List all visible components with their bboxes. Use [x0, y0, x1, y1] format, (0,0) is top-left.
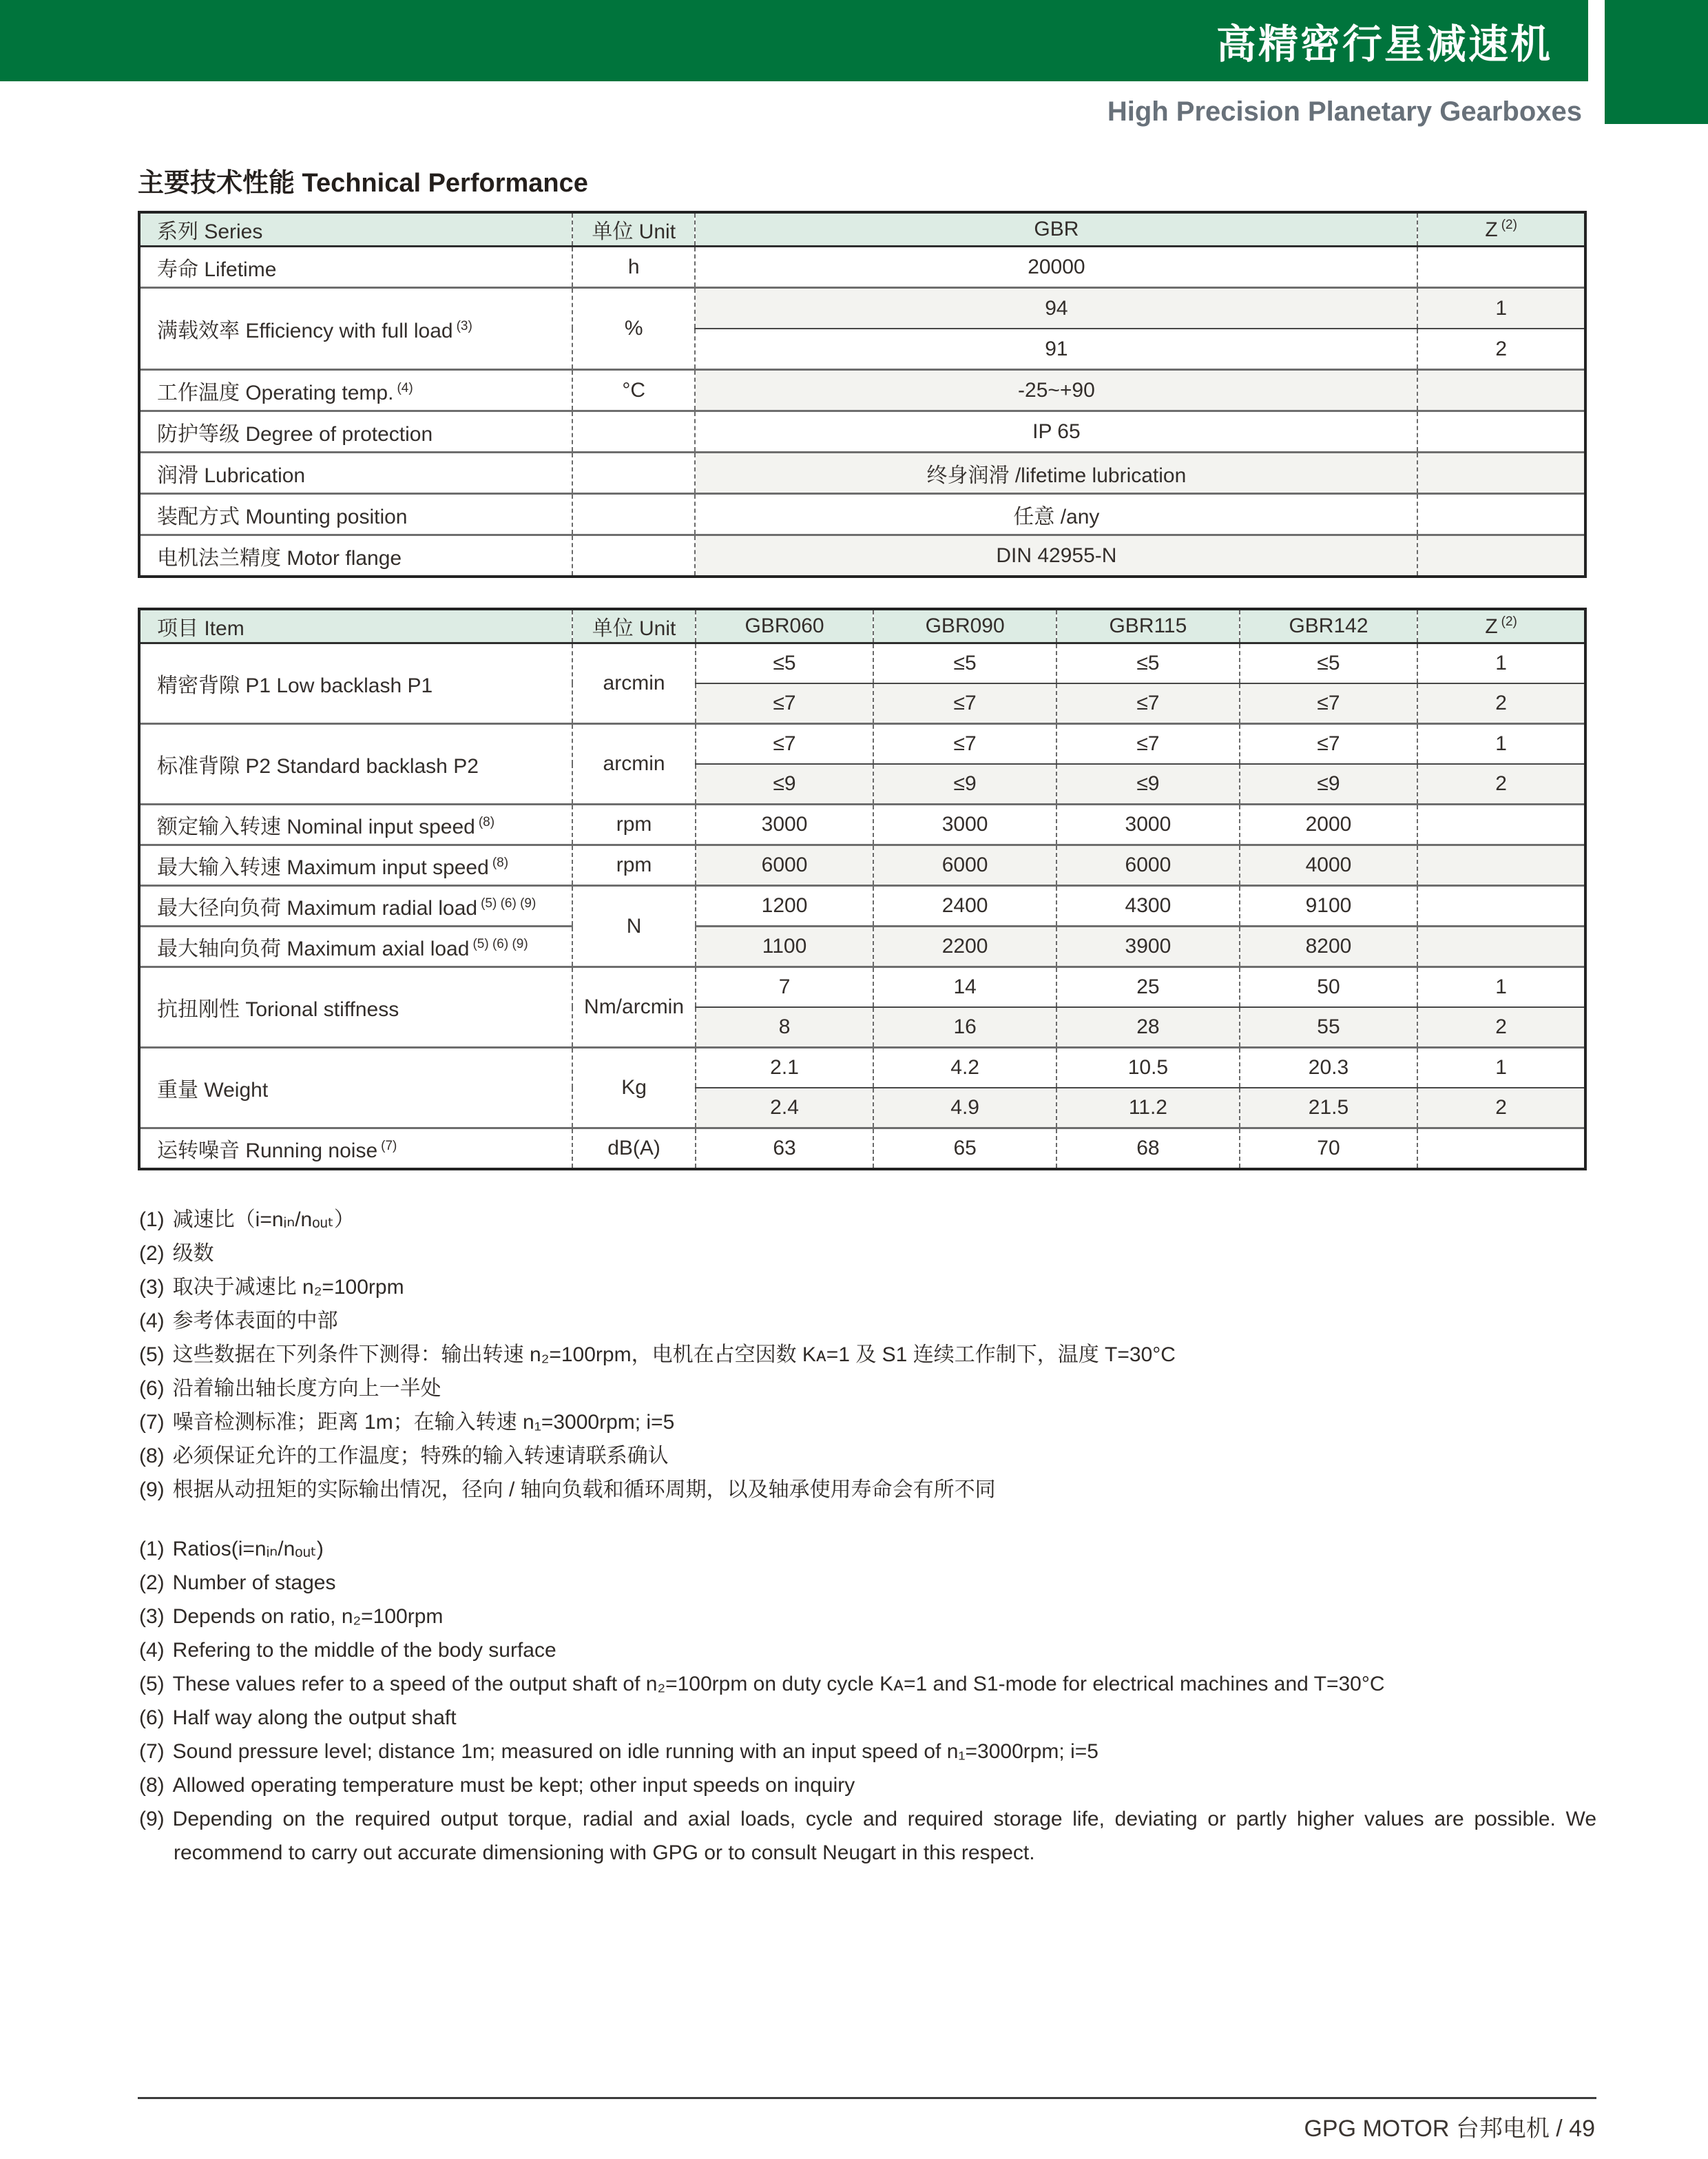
value-cell: 1: [1417, 1048, 1585, 1088]
value-cell: 9100: [1240, 886, 1417, 927]
value-cell: ≤7: [873, 683, 1056, 724]
value-cell: 11.2: [1056, 1088, 1240, 1128]
column-header: GBR060: [696, 609, 873, 643]
page-subtitle-en: High Precision Planetary Gearboxes: [1107, 96, 1582, 127]
footnote-number: (9): [139, 1808, 165, 1830]
footnote-item: [139, 1735, 1596, 1768]
footnote-item: [139, 1701, 1596, 1735]
footnote-text: These values refer to a speed of the output shaft of n₂=100rpm on duty cycle Kᴀ=1 and S1-mode for electrical machines and T=30°C: [172, 1673, 1385, 1695]
value-cell: 1: [1417, 288, 1585, 329]
value-cell: rpm: [572, 845, 696, 886]
footnote-number: (4): [139, 1639, 165, 1662]
value-cell: [1417, 247, 1585, 288]
column-header: Z $^{(2)}$: [1417, 609, 1585, 643]
value-cell: 55: [1240, 1007, 1417, 1048]
value-cell: [1417, 453, 1585, 494]
value-cell: 8200: [1240, 927, 1417, 967]
value-cell: ≤9: [1056, 764, 1240, 805]
footnote-text: Depends on ratio, n₂=100rpm: [172, 1605, 444, 1628]
value-cell: 28: [1056, 1007, 1240, 1048]
value-cell: 2200: [873, 927, 1056, 967]
value-cell: 50: [1240, 967, 1417, 1008]
footnote-text: 减速比（i=nᵢₙ/nₒᵤₜ）: [172, 1208, 355, 1231]
row-label-cell: 防护等级 Degree of protection: [139, 411, 572, 453]
column-header: GBR142: [1240, 609, 1417, 643]
value-cell: [572, 494, 696, 535]
column-header: GBR: [695, 212, 1417, 247]
footnote-number: (7): [139, 1411, 165, 1434]
footnote-number: (5): [139, 1673, 165, 1695]
value-cell: 4.9: [873, 1088, 1056, 1128]
column-header: Z $^{(2)}$: [1417, 212, 1585, 247]
row-label-cell: 工作温度 Operating temp. $^{(4)}$: [139, 370, 572, 411]
value-cell: 10.5: [1056, 1048, 1240, 1088]
value-cell: 1: [1417, 967, 1585, 1008]
footnote-text: 必须保证允许的工作温度；特殊的输入转速请联系确认: [172, 1445, 669, 1467]
table-header-row: [139, 212, 1585, 247]
table-row: [139, 1048, 1585, 1088]
value-cell: [1417, 845, 1585, 886]
technical-performance-item-table: [138, 608, 1587, 1170]
table-row: [139, 805, 1585, 845]
value-cell: Nm/arcmin: [572, 967, 696, 1048]
footnote-item: [139, 1667, 1596, 1701]
section-title: 主要技术性能 Technical Performance: [138, 169, 588, 198]
table-row: [139, 967, 1585, 1008]
value-cell: 2.4: [696, 1088, 873, 1128]
footer-rule: [138, 2097, 1596, 2099]
footnote-number: (8): [139, 1445, 165, 1467]
value-cell: 14: [873, 967, 1056, 1008]
footnote-number: (7): [139, 1740, 165, 1763]
value-cell: ≤9: [1240, 764, 1417, 805]
value-cell: ≤7: [1240, 683, 1417, 724]
footnote-text: 根据从动扭矩的实际输出情况，径向 / 轴向负载和循环周期，以及轴承使用寿命会有所不同: [172, 1478, 996, 1501]
value-cell: [572, 535, 696, 577]
row-label-cell: 标准背隙 P2 Standard backlash P2: [139, 724, 572, 805]
footnote-number: (1): [139, 1538, 165, 1560]
column-header: GBR090: [873, 609, 1056, 643]
value-cell: -25~+90: [695, 370, 1417, 411]
footnote-item: [139, 1237, 1596, 1270]
value-cell: 4000: [1240, 845, 1417, 886]
value-cell: ≤7: [696, 683, 873, 724]
value-cell: 2: [1417, 764, 1585, 805]
value-cell: 20000: [695, 247, 1417, 288]
value-cell: 2: [1417, 1088, 1585, 1128]
value-cell: 20.3: [1240, 1048, 1417, 1088]
footnote-item: [139, 1802, 1596, 1870]
column-header: 单位 Unit: [572, 212, 696, 247]
value-cell: 终身润滑 /lifetime lubrication: [695, 453, 1417, 494]
footnote-item: [139, 1270, 1596, 1304]
value-cell: 70: [1240, 1128, 1417, 1170]
footnote-item: [139, 1304, 1596, 1338]
value-cell: 2: [1417, 329, 1585, 370]
footnote-text: Ratios(i=nᵢₙ/nₒᵤₜ): [172, 1538, 324, 1560]
table-row: [139, 845, 1585, 886]
footnote-number: (2): [139, 1571, 165, 1594]
value-cell: 1: [1417, 643, 1585, 684]
value-cell: ≤5: [1240, 643, 1417, 684]
row-label-cell: 抗扭刚性 Torional stiffness: [139, 967, 572, 1048]
value-cell: 1: [1417, 724, 1585, 765]
footnote-item: [139, 1633, 1596, 1667]
column-header: GBR115: [1056, 609, 1240, 643]
footnote-item: [139, 1338, 1596, 1372]
value-cell: [1417, 494, 1585, 535]
value-cell: [1417, 886, 1585, 927]
value-cell: 6000: [873, 845, 1056, 886]
footnote-number: (4): [139, 1310, 165, 1332]
value-cell: ≤7: [1056, 724, 1240, 765]
value-cell: 任意 /any: [695, 494, 1417, 535]
row-label-cell: 额定输入转速 Nominal input speed $^{(8)}$: [139, 805, 572, 845]
value-cell: [1417, 1128, 1585, 1170]
footnote-item: [139, 1405, 1596, 1439]
value-cell: %: [572, 288, 696, 370]
value-cell: rpm: [572, 805, 696, 845]
footnote-item: [139, 1203, 1596, 1237]
table-row: [139, 724, 1585, 765]
footnote-item: [139, 1532, 1596, 1566]
table-row: [139, 535, 1585, 577]
table-row: [139, 288, 1585, 329]
footnotes-english: [139, 1532, 1596, 1870]
row-label-cell: 最大径向负荷 Maximum radial load $^{(5) (6) (9)}$: [139, 886, 572, 927]
value-cell: 8: [696, 1007, 873, 1048]
footnote-item: [139, 1768, 1596, 1802]
value-cell: 6000: [696, 845, 873, 886]
value-cell: 3900: [1056, 927, 1240, 967]
value-cell: DIN 42955-N: [695, 535, 1417, 577]
row-label-cell: 电机法兰精度 Motor flange: [139, 535, 572, 577]
footnote-item: [139, 1600, 1596, 1633]
value-cell: 3000: [1056, 805, 1240, 845]
value-cell: 3000: [873, 805, 1056, 845]
value-cell: 2: [1417, 1007, 1585, 1048]
value-cell: 1200: [696, 886, 873, 927]
page-title-zh: 高精密行星减速机: [1216, 22, 1552, 67]
table-row: [139, 453, 1585, 494]
footnote-number: (1): [139, 1208, 165, 1231]
value-cell: ≤7: [1240, 724, 1417, 765]
footnote-number: (2): [139, 1242, 165, 1265]
value-cell: [1417, 927, 1585, 967]
footnote-text: Depending on the required output torque, radial and axial loads, cycle and required storage life, deviating or partly higher values are possible. We recommend to carry out accurate dimensioning with GPG or to consult Neugart in this respect.: [172, 1808, 1596, 1864]
footnote-text: 噪音检测标准；距离 1m；在输入转速 n₁=3000rpm; i=5: [172, 1411, 675, 1434]
value-cell: 2400: [873, 886, 1056, 927]
value-cell: [1417, 370, 1585, 411]
footer-page-label: GPG MOTOR 台邦电机 / 49: [1304, 2116, 1595, 2142]
footnote-text: 级数: [172, 1242, 214, 1265]
value-cell: 4.2: [873, 1048, 1056, 1088]
footnote-item: [139, 1566, 1596, 1600]
footnote-text: 这些数据在下列条件下测得：输出转速 n₂=100rpm，电机在占空因数 Kᴀ=1 及 S1 连续工作制下，温度 T=30°C: [172, 1343, 1176, 1366]
value-cell: 16: [873, 1007, 1056, 1048]
value-cell: dB(A): [572, 1128, 696, 1170]
value-cell: 94: [695, 288, 1417, 329]
header-green-bar: [0, 0, 1588, 81]
value-cell: 21.5: [1240, 1088, 1417, 1128]
footnote-item: [139, 1372, 1596, 1405]
value-cell: 1100: [696, 927, 873, 967]
table-row: [139, 1128, 1585, 1170]
row-label-cell: 精密背隙 P1 Low backlash P1: [139, 643, 572, 724]
row-label-cell: 最大轴向负荷 Maximum axial load $^{(5) (6) (9)}$: [139, 927, 572, 967]
footnote-number: (8): [139, 1774, 165, 1797]
row-label-cell: 装配方式 Mounting position: [139, 494, 572, 535]
table-header-row: [139, 609, 1585, 643]
value-cell: 3000: [696, 805, 873, 845]
value-cell: arcmin: [572, 643, 696, 724]
column-header: 单位 Unit: [572, 609, 696, 643]
value-cell: ≤7: [873, 724, 1056, 765]
footnote-number: (3): [139, 1605, 165, 1628]
column-header: 系列 Series: [139, 212, 572, 247]
footnote-text: Number of stages: [172, 1571, 336, 1594]
table-row: [139, 247, 1585, 288]
technical-performance-series-table: [138, 211, 1587, 578]
column-header: 项目 Item: [139, 609, 572, 643]
value-cell: 2000: [1240, 805, 1417, 845]
value-cell: 91: [695, 329, 1417, 370]
value-cell: 63: [696, 1128, 873, 1170]
table-row: [139, 411, 1585, 453]
footnote-number: (6): [139, 1706, 165, 1729]
value-cell: 4300: [1056, 886, 1240, 927]
value-cell: [1417, 411, 1585, 453]
value-cell: ≤9: [873, 764, 1056, 805]
value-cell: 68: [1056, 1128, 1240, 1170]
value-cell: 6000: [1056, 845, 1240, 886]
footnote-item: [139, 1473, 1596, 1507]
row-label-cell: 满载效率 Efficiency with full load $^{(3)}$: [139, 288, 572, 370]
footnote-text: Sound pressure level; distance 1m; measured on idle running with an input speed of n₁=3000rpm; i=5: [172, 1740, 1098, 1763]
value-cell: arcmin: [572, 724, 696, 805]
value-cell: [572, 411, 696, 453]
value-cell: 65: [873, 1128, 1056, 1170]
footnote-number: (9): [139, 1478, 165, 1501]
footnote-text: 沿着输出轴长度方向上一半处: [172, 1377, 441, 1400]
table-row: [139, 370, 1585, 411]
value-cell: ≤5: [696, 643, 873, 684]
footnote-text: Half way along the output shaft: [172, 1706, 457, 1729]
value-cell: N: [572, 886, 696, 967]
row-label-cell: 重量 Weight: [139, 1048, 572, 1128]
footnote-number: (5): [139, 1343, 165, 1366]
table-row: [139, 494, 1585, 535]
footnotes-chinese: [139, 1203, 1596, 1507]
value-cell: °C: [572, 370, 696, 411]
footnote-item: [139, 1439, 1596, 1473]
value-cell: ≤7: [1056, 683, 1240, 724]
footnote-text: 参考体表面的中部: [172, 1310, 338, 1332]
footnote-number: (6): [139, 1377, 165, 1400]
value-cell: ≤5: [1056, 643, 1240, 684]
table-row: [139, 643, 1585, 684]
footnote-text: Allowed operating temperature must be kept; other input speeds on inquiry: [172, 1774, 855, 1797]
value-cell: ≤9: [696, 764, 873, 805]
value-cell: ≤5: [873, 643, 1056, 684]
row-label-cell: 最大输入转速 Maximum input speed $^{(8)}$: [139, 845, 572, 886]
value-cell: [572, 453, 696, 494]
footnote-text: 取决于减速比 n₂=100rpm: [172, 1276, 404, 1299]
value-cell: h: [572, 247, 696, 288]
value-cell: Kg: [572, 1048, 696, 1128]
value-cell: IP 65: [695, 411, 1417, 453]
footnote-text: Refering to the middle of the body surface: [172, 1639, 556, 1662]
table-row: [139, 886, 1585, 927]
row-label-cell: 运转噪音 Running noise $^{(7)}$: [139, 1128, 572, 1170]
value-cell: 2.1: [696, 1048, 873, 1088]
header-side-tab: [1605, 0, 1708, 124]
value-cell: [1417, 535, 1585, 577]
row-label-cell: 润滑 Lubrication: [139, 453, 572, 494]
table-row: [139, 927, 1585, 967]
value-cell: 2: [1417, 683, 1585, 724]
footnote-number: (3): [139, 1276, 165, 1299]
value-cell: 7: [696, 967, 873, 1008]
row-label-cell: 寿命 Lifetime: [139, 247, 572, 288]
value-cell: [1417, 805, 1585, 845]
value-cell: ≤7: [696, 724, 873, 765]
value-cell: 25: [1056, 967, 1240, 1008]
